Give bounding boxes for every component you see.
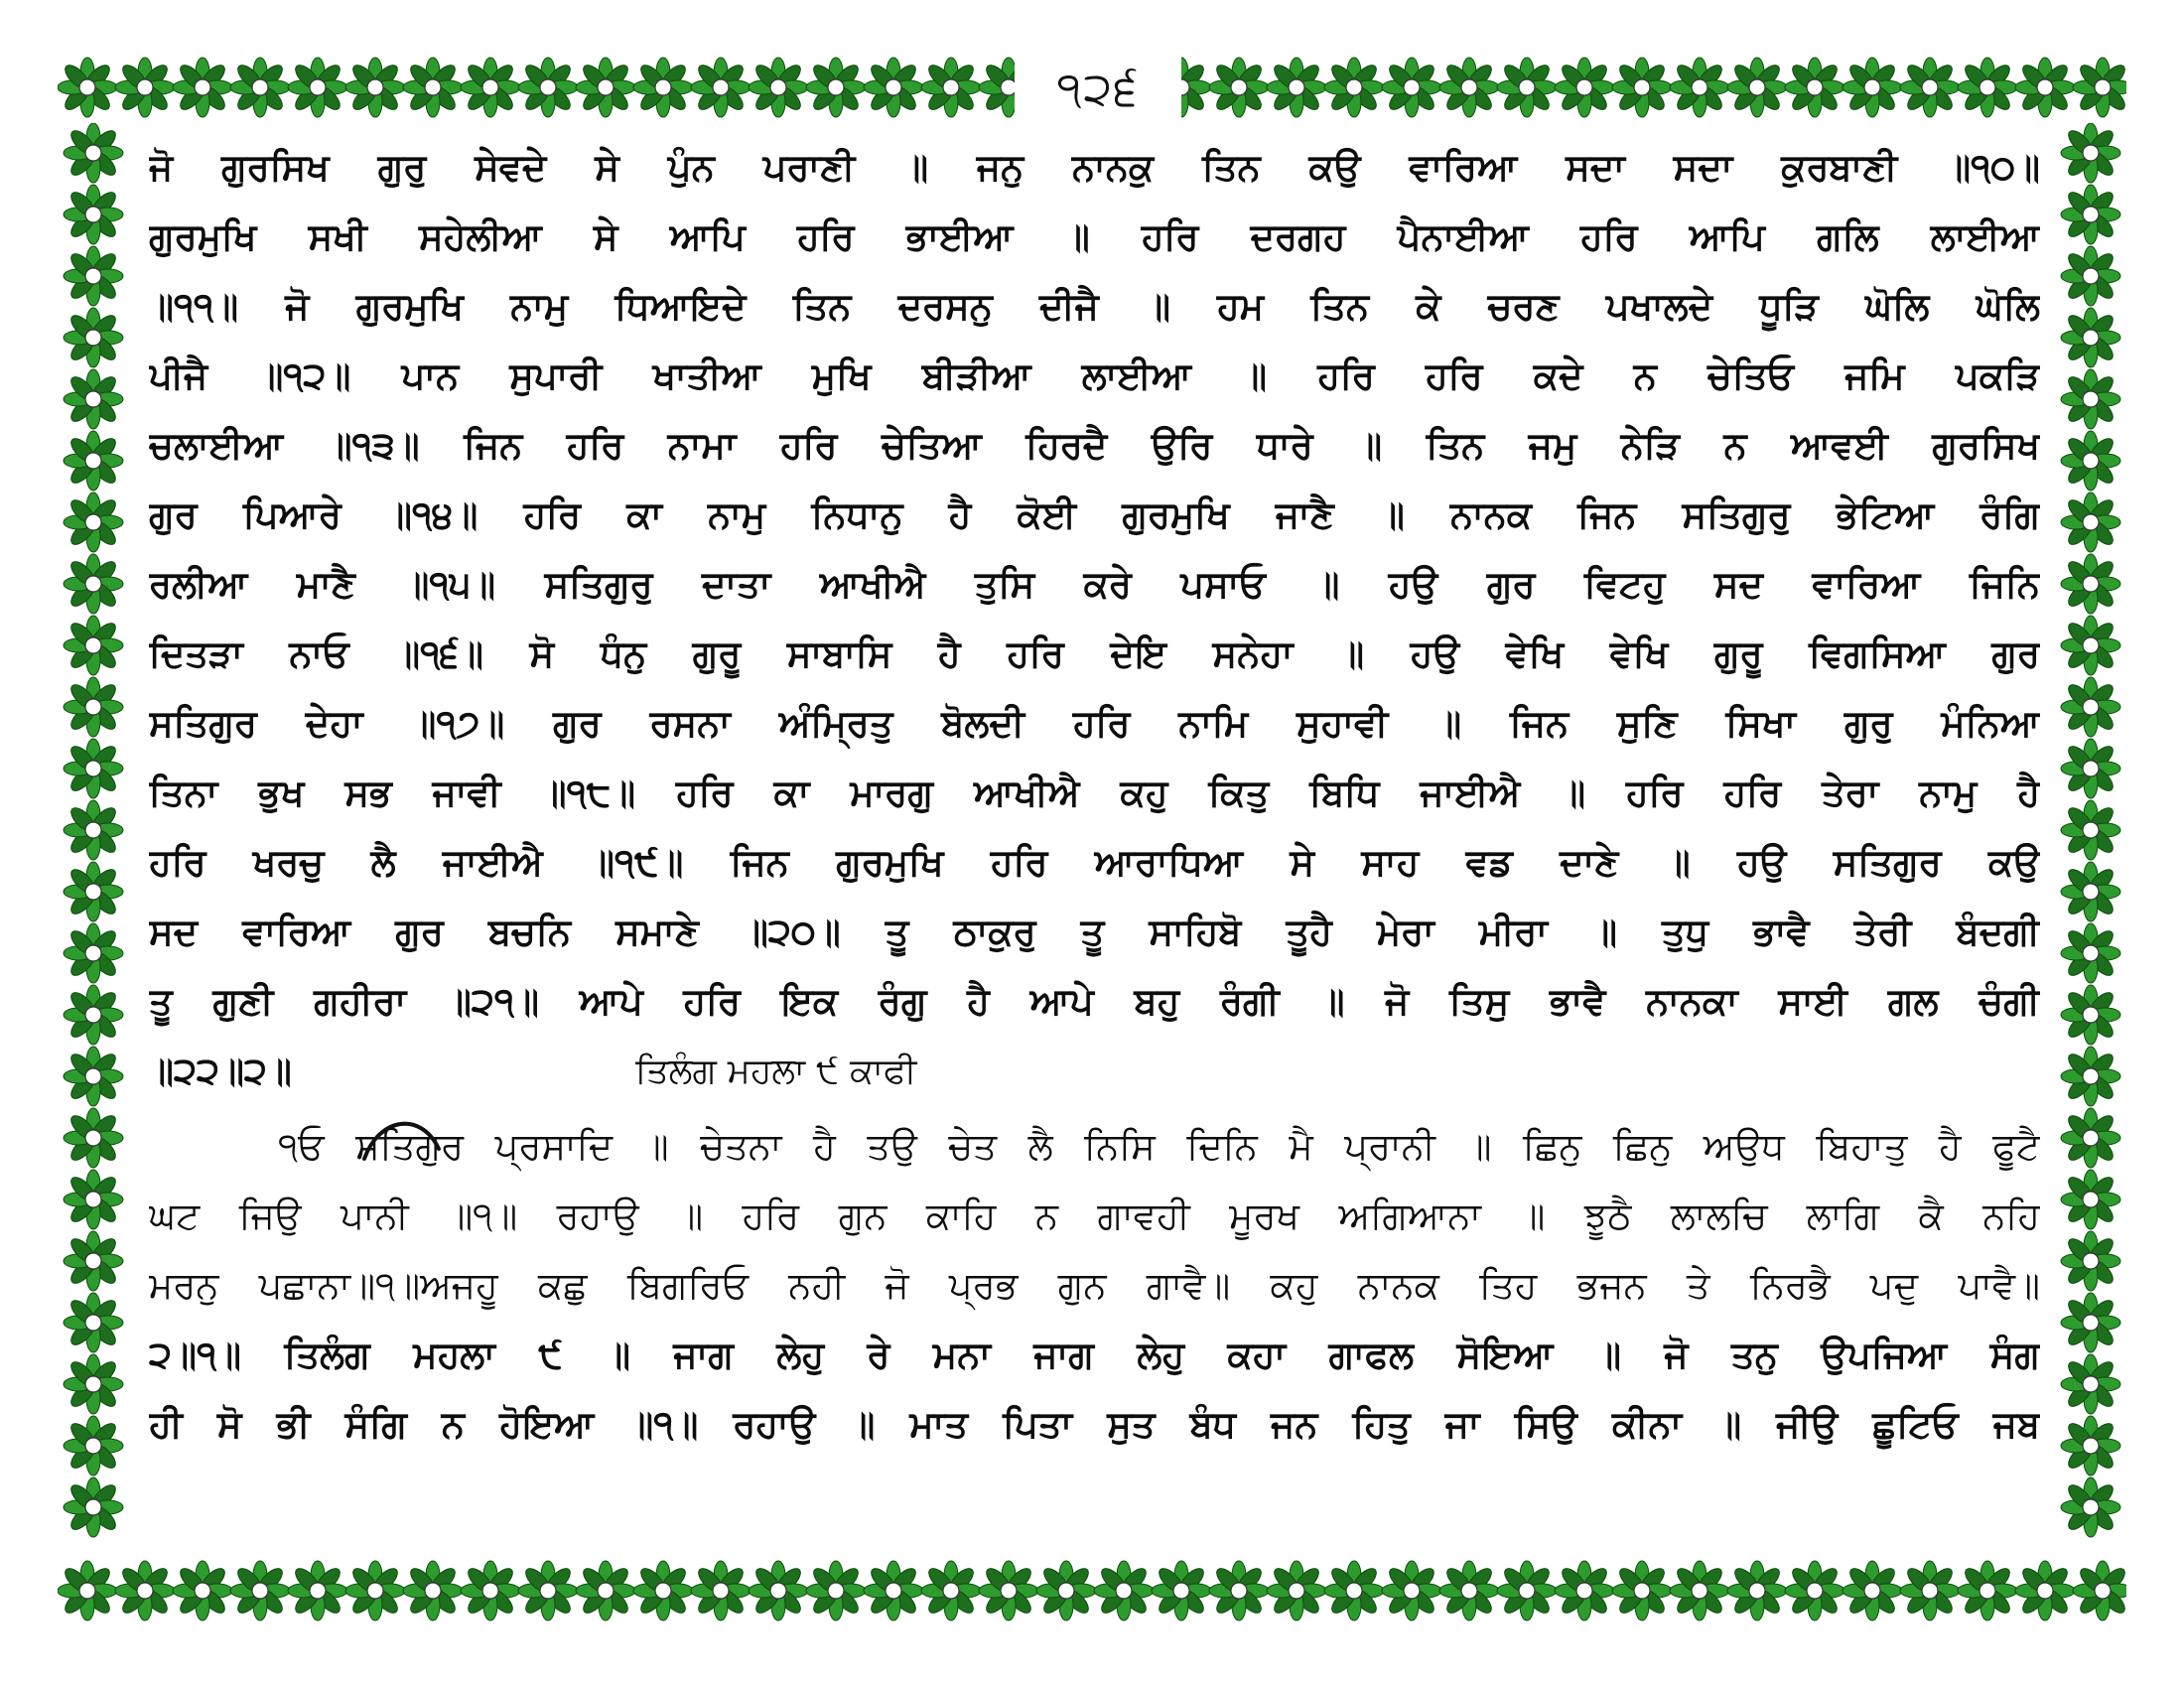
flower-icon: [64, 1293, 123, 1352]
flower-icon: [2061, 308, 2120, 367]
flower-icon: [2061, 1416, 2120, 1476]
text-line: ਤਿਨਾ ਭੁਖ ਸਭ ਜਾਵੀ ॥੧੮॥ ਹਰਿ ਕਾ ਮਾਰਗੁ ਆਖੀਐ ਕਹੁ ਕਿਤੁ ਬਿਧਿ ਜਾਈਐ ॥ ਹਰਿ ਹਰਿ ਤੇਰਾ ਨਾਮੁ ਹੈ: [149, 772, 2040, 814]
flower-icon: [2061, 185, 2120, 244]
section-heading: ਤਿਲੰਗ ਮਹਲਾ ੯ ਕਾਫੀ: [635, 1052, 917, 1091]
floral-border-bottom: [58, 1555, 2126, 1626]
flower-icon: [864, 58, 923, 117]
flower-icon: [1612, 1561, 1672, 1620]
flower-icon: [1497, 1561, 1557, 1620]
ek-onkar-arc-icon: [359, 1109, 449, 1179]
flower-icon: [806, 1561, 866, 1620]
flower-icon: [115, 58, 175, 117]
flower-icon: [64, 923, 123, 983]
flower-icon: [1670, 58, 1729, 117]
flower-icon: [2061, 246, 2120, 306]
flower-icon: [64, 1231, 123, 1291]
scripture-text: [149, 139, 2040, 1549]
flower-icon: [64, 677, 123, 737]
flower-icon: [1727, 1561, 1787, 1620]
flower-icon: [1324, 58, 1384, 117]
flower-icon: [1036, 1561, 1096, 1620]
flower-icon: [403, 58, 463, 117]
flower-icon: [1382, 1561, 1441, 1620]
flower-icon: [173, 58, 232, 117]
flower-icon: [2073, 58, 2126, 117]
flower-icon: [1612, 58, 1672, 117]
flower-icon: [2061, 1170, 2120, 1229]
flower-icon: [288, 1561, 347, 1620]
flower-icon: [2073, 1561, 2126, 1620]
flower-icon: [749, 58, 808, 117]
flower-icon: [2061, 431, 2120, 491]
flower-icon: [64, 800, 123, 860]
flower-icon: [1900, 1561, 1960, 1620]
flower-icon: [2061, 1354, 2120, 1414]
flower-icon: [173, 1561, 232, 1620]
flower-icon: [2061, 800, 2120, 860]
text-line: ਸਦ ਵਾਰਿਆ ਗੁਰ ਬਚਨਿ ਸਮਾਣੇ ॥੨੦॥ ਤੂ ਠਾਕੁਰੁ ਤੂ ਸਾਹਿਬੋ ਤੂਹੈ ਮੇਰਾ ਮੀਰਾ ॥ ਤੁਧੁ ਭਾਵੈ ਤੇਰੀ ਬੰਦਗੀ: [149, 911, 2040, 953]
flower-icon: [1843, 58, 1902, 117]
text-line: ਗੁਰ ਪਿਆਰੇ ॥੧੪॥ ਹਰਿ ਕਾ ਨਾਮੁ ਨਿਧਾਨੁ ਹੈ ਕੋਈ ਗੁਰਮੁਖਿ ਜਾਣੈ ॥ ਨਾਨਕ ਜਿਨ ਸਤਿਗੁਰੁ ਭੇਟਿਆ ਰੰਗਿ: [149, 493, 2040, 536]
flower-icon: [345, 58, 405, 117]
flower-icon: [64, 554, 123, 614]
flower-icon: [1785, 58, 1844, 117]
flower-icon: [1958, 58, 2017, 117]
text-line: ਚਲਾਈਆ ॥੧੩॥ ਜਿਨ ਹਰਿ ਨਾਮਾ ਹਰਿ ਚੇਤਿਆ ਹਿਰਦੈ ਉਰਿ ਧਾਰੇ ॥ ਤਿਨ ਜਮੁ ਨੇੜਿ ਨ ਆਵਈ ਗੁਰਸਿਖ: [149, 424, 2040, 467]
floral-border-left: [58, 123, 129, 1555]
text-line: ਜੋ ਗੁਰਸਿਖ ਗੁਰੁ ਸੇਵਦੇ ਸੇ ਪੁੰਨ ਪਰਾਣੀ ॥ ਜਨੁ ਨਾਨਕੁ ਤਿਨ ਕਉ ਵਾਰਿਆ ਸਦਾ ਸਦਾ ਕੁਰਬਾਣੀ ॥੧੦॥: [149, 146, 2040, 189]
flower-icon: [691, 58, 751, 117]
flower-icon: [64, 1170, 123, 1229]
text-line: ੧ਓ ਸਤਿਗੁਰ ਪ੍ਰਸਾਦਿ ॥ ਚੇਤਨਾ ਹੈ ਤਉ ਚੇਤ ਲੈ ਨਿਸਿ ਦਿਨਿ ਮੈ ਪ੍ਰਾਨੀ ॥ ਛਿਨੁ ਛਿਨੁ ਅਉਧ ਬਿਹਾਤੁ ਹੈ ਫੂਟੈ: [278, 1125, 2040, 1168]
flower-icon: [64, 1108, 123, 1168]
flower-icon: [633, 58, 693, 117]
flower-icon: [230, 58, 290, 117]
flower-icon: [64, 431, 123, 491]
floral-border-right: [2055, 123, 2126, 1555]
flower-icon: [749, 1561, 808, 1620]
page-number: ੧੨੬: [1056, 62, 1140, 115]
flower-icon: [1785, 1561, 1844, 1620]
text-line: ਹਰਿ ਖਰਚੁ ਲੈ ਜਾਈਐ ॥੧੯॥ ਜਿਨ ਗੁਰਮੁਖਿ ਹਰਿ ਆਰਾਧਿਆ ਸੇ ਸਾਹ ਵਡ ਦਾਣੇ ॥ ਹਉ ਸਤਿਗੁਰ ਕਉ: [149, 841, 2040, 884]
flower-icon: [64, 1416, 123, 1476]
flower-icon: [2061, 492, 2120, 552]
flower-icon: [2061, 369, 2120, 429]
flower-icon: [64, 369, 123, 429]
flower-column-left-icon: [58, 123, 129, 1555]
flower-icon: [2061, 1108, 2120, 1168]
text-line: ਪੀਜੈ ॥੧੨॥ ਪਾਨ ਸੁਪਾਰੀ ਖਾਤੀਆ ਮੁਖਿ ਬੀੜੀਆ ਲਾਈਆ ॥ ਹਰਿ ਹਰਿ ਕਦੇ ਨ ਚੇਤਿਓ ਜਮਿ ਪਕੜਿ: [149, 354, 2040, 397]
text-line: ਘਟ ਜਿਉ ਪਾਨੀ ॥੧॥ ਰਹਾਉ ॥ ਹਰਿ ਗੁਨ ਕਾਹਿ ਨ ਗਾਵਹੀ ਮੂਰਖ ਅਗਿਆਨਾ ॥ ਝੂਠੈ ਲਾਲਚਿ ਲਾਗਿ ਕੈ ਨਹਿ: [149, 1195, 2040, 1237]
flower-icon: [461, 1561, 520, 1620]
flower-icon: [58, 58, 117, 117]
flower-icon: [1267, 1561, 1326, 1620]
flower-icon: [1324, 1561, 1384, 1620]
flower-icon: [2061, 985, 2120, 1045]
text-line: ਹੀ ਸੋ ਭੀ ਸੰਗਿ ਨ ਹੋਇਆ ॥੧॥ ਰਹਾਉ ॥ ਮਾਤ ਪਿਤਾ ਸੁਤ ਬੰਧ ਜਨ ਹਿਤੁ ਜਾ ਸਿਉ ਕੀਨਾ ॥ ਜੀਉ ਛੂਟਿਓ ਜਬ: [149, 1403, 2040, 1446]
flower-icon: [2061, 1047, 2120, 1106]
text-line: ੨॥੧॥ ਤਿਲੰਗ ਮਹਲਾ ੯ ॥ ਜਾਗ ਲੇਹੁ ਰੇ ਮਨਾ ਜਾਗ ਲੇਹੁ ਕਹਾ ਗਾਫਲ ਸੋਇਆ ॥ ਜੋ ਤਨੁ ਉਪਜਿਆ ਸੰਗ: [149, 1334, 2040, 1376]
flower-icon: [2061, 739, 2120, 798]
flower-icon: [230, 1561, 290, 1620]
flower-icon: [1094, 1561, 1154, 1620]
flower-icon: [576, 1561, 635, 1620]
flower-icon: [979, 1561, 1038, 1620]
flower-icon: [633, 1561, 693, 1620]
flower-icon: [64, 123, 123, 183]
flower-icon: [1497, 58, 1557, 117]
flower-icon: [1382, 58, 1441, 117]
flower-icon: [2061, 923, 2120, 983]
flower-icon: [64, 985, 123, 1045]
flower-icon: [58, 1561, 117, 1620]
flower-icon: [1670, 1561, 1729, 1620]
flower-icon: [1152, 1561, 1211, 1620]
flower-icon: [2061, 677, 2120, 737]
flower-icon: [1439, 58, 1499, 117]
text-line: ਰਲੀਆ ਮਾਣੈ ॥੧੫॥ ਸਤਿਗੁਰੁ ਦਾਤਾ ਆਖੀਐ ਤੁਸਿ ਕਰੇ ਪਸਾਓ ॥ ਹਉ ਗੁਰ ਵਿਟਹੁ ਸਦ ਵਾਰਿਆ ਜਿਨਿ: [149, 563, 2040, 606]
flower-icon: [64, 246, 123, 306]
flower-icon: [64, 492, 123, 552]
flower-icon: [1209, 58, 1269, 117]
flower-icon: [64, 185, 123, 244]
flower-icon: [1209, 1561, 1269, 1620]
flower-icon: [64, 1047, 123, 1106]
text-line: ਮਰਨੁ ਪਛਾਨਾ॥੧॥ਅਜਹੂ ਕਛੁ ਬਿਗਰਿਓ ਨਹੀ ਜੋ ਪ੍ਰਭ ਗੁਨ ਗਾਵੈ॥ ਕਹੁ ਨਾਨਕ ਤਿਹ ਭਜਨ ਤੇ ਨਿਰਭੈ ਪਦੁ ਪਾਵੈ॥: [149, 1264, 2040, 1307]
flower-icon: [1555, 58, 1614, 117]
flower-icon: [518, 1561, 578, 1620]
flower-icon: [64, 862, 123, 921]
flower-icon: [461, 58, 520, 117]
text-line: ਤੂ ਗੁਣੀ ਗਹੀਰਾ ॥੨੧॥ ਆਪੇ ਹਰਿ ਇਕ ਰੰਗੁ ਹੈ ਆਪੇ ਬਹੁ ਰੰਗੀ ॥ ਜੋ ਤਿਸੁ ਭਾਵੈ ਨਾਨਕਾ ਸਾਈ ਗਲ ਚੰਗੀ: [149, 980, 2040, 1023]
flower-icon: [2061, 123, 2120, 183]
flower-icon: [2015, 58, 2075, 117]
flower-icon: [1727, 58, 1787, 117]
flower-icon: [2061, 1477, 2120, 1537]
flower-icon: [2061, 554, 2120, 614]
flower-icon: [64, 308, 123, 367]
flower-icon: [921, 1561, 981, 1620]
flower-icon: [2061, 1231, 2120, 1291]
flower-icon: [64, 1477, 123, 1537]
text-line: ॥੧੧॥ ਜੋ ਗੁਰਮੁਖਿ ਨਾਮੁ ਧਿਆਇਦੇ ਤਿਨ ਦਰਸਨੁ ਦੀਜੈ ॥ ਹਮ ਤਿਨ ਕੇ ਚਰਣ ਪਖਾਲਦੇ ਧੂੜਿ ਘੋਲਿ ਘੋਲਿ: [149, 285, 2040, 328]
flower-icon: [1958, 1561, 2017, 1620]
flower-icon: [64, 616, 123, 675]
flower-icon: [1439, 1561, 1499, 1620]
text-line: ਸਤਿਗੁਰ ਦੇਹਾ ॥੧੭॥ ਗੁਰ ਰਸਨਾ ਅੰਮ੍ਰਿਤੁ ਬੋਲਦੀ ਹਰਿ ਨਾਮਿ ਸੁਹਾਵੀ ॥ ਜਿਨ ਸੁਣਿ ਸਿਖਾ ਗੁਰੁ ਮੰਨਿਆ: [149, 702, 2040, 745]
flower-icon: [403, 1561, 463, 1620]
flower-icon: [1900, 58, 1960, 117]
flower-icon: [1843, 1561, 1902, 1620]
flower-icon: [806, 58, 866, 117]
text-line: ॥੨੨॥੨॥: [149, 1050, 292, 1092]
flower-icon: [576, 58, 635, 117]
flower-icon: [288, 58, 347, 117]
text-line: ਗੁਰਮੁਖਿ ਸਖੀ ਸਹੇਲੀਆ ਸੇ ਆਪਿ ਹਰਿ ਭਾਈਆ ॥ ਹਰਿ ਦਰਗਹ ਪੈਨਾਈਆ ਹਰਿ ਆਪਿ ਗਲਿ ਲਾਈਆ: [149, 215, 2040, 258]
flower-icon: [921, 58, 981, 117]
flower-icon: [518, 58, 578, 117]
flower-icon: [1267, 58, 1326, 117]
flower-icon: [1555, 1561, 1614, 1620]
flower-icon: [691, 1561, 751, 1620]
flower-icon: [2015, 1561, 2075, 1620]
flower-row-bottom-icon: [58, 1555, 2126, 1626]
flower-icon: [864, 1561, 923, 1620]
flower-icon: [2061, 1293, 2120, 1352]
text-line: ਦਿਤੜਾ ਨਾਓ ॥੧੬॥ ਸੋ ਧੰਨੁ ਗੁਰੂ ਸਾਬਾਸਿ ਹੈ ਹਰਿ ਦੇਇ ਸਨੇਹਾ ॥ ਹਉ ਵੇਖਿ ਵੇਖਿ ਗੁਰੂ ਵਿਗਸਿਆ ਗੁਰ: [149, 633, 2040, 675]
flower-icon: [2061, 616, 2120, 675]
flower-icon: [345, 1561, 405, 1620]
flower-icon: [2061, 862, 2120, 921]
flower-icon: [64, 1354, 123, 1414]
flower-icon: [64, 739, 123, 798]
flower-icon: [115, 1561, 175, 1620]
flower-column-right-icon: [2055, 123, 2126, 1555]
